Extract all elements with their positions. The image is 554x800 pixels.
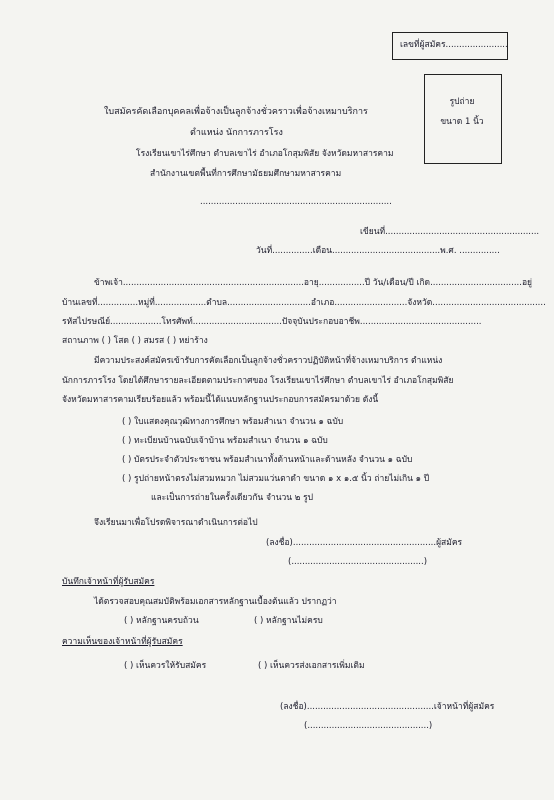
closing-line: จึงเรียนมาเพื่อโปรดพิจารณาดำเนินการต่อไป xyxy=(94,518,258,528)
applicant-signature-line: (ลงชื่อ).....................................................ผู้สมัคร xyxy=(266,538,463,548)
document-item: ( ) บัตรประจำตัวประชาชน พร้อมสำเนาทั้งด้านหน้าและด้านหลัง จำนวน ๑ ฉบับ xyxy=(122,455,413,465)
document-item: ( ) ทะเบียนบ้านฉบับเจ้าบ้าน พร้อมสำเนา จำนวน ๑ ฉบับ xyxy=(122,436,328,446)
applicant-number: เลขที่ผู้สมัคร....................... xyxy=(400,40,508,50)
address-row: บ้านเลขที่...............หมู่ที่...................ตำบล...............................อำเภอ...........................จังหวัด.......................................... xyxy=(62,298,546,308)
school-line: โรงเรียนเขาไร่ศึกษา ตำบลเขาไร่ อำเภอโกสุมพิสัย จังหวัดมหาสารคาม xyxy=(136,149,394,159)
officer-name-line: (.............................................) xyxy=(304,721,433,731)
written-at: เขียนที่......................................................... xyxy=(360,227,540,237)
photo-label: รูปถ่าย xyxy=(449,97,475,107)
intent-line-3: จังหวัดมหาสารคามเรียบร้อยแล้ว พร้อมนี้ได้แนบหลักฐานประกอบการสมัครมาด้วย ดังนี้ xyxy=(62,395,379,405)
officer-signature-line: (ลงชื่อ)...............................................เจ้าหน้าที่ผู้สมัคร xyxy=(280,702,495,712)
area-office-line: สำนักงานเขตพื้นที่การศึกษามัธยมศึกษามหาสารคาม xyxy=(150,169,342,179)
applicant-name-line: (.................................................) xyxy=(288,557,428,567)
officer-note-title: บันทึกเจ้าหน้าที่ผู้รับสมัคร xyxy=(62,577,155,587)
postcode-row: รหัสไปรษณีย์...................โทรศัพท์.................................ปัจจุบันประกอบอาชีพ............................................. xyxy=(62,317,482,327)
position-title: ตำแหน่ง นักการภารโรง xyxy=(190,128,283,138)
intent-line-2: นักการภารโรง โดยได้ศึกษารายละเอียดตามประกาศของ โรงเรียนเขาไร่ศึกษา ตำบลเขาไร่ อำเภอโกสุมพิสัย xyxy=(62,376,454,386)
accept-option: ( ) เห็นควรให้รับสมัคร xyxy=(124,661,207,671)
document-item: ( ) รูปถ่ายหน้าตรงไม่สวมหมวก ไม่สวมแว่นตาดำ ขนาด ๑ x ๑.๕ นิ้ว ถ่ายไม่เกิน ๑ ปี xyxy=(122,474,430,484)
marital-status-row: สถานภาพ ( ) โสด ( ) สมรส ( ) หย่าร้าง xyxy=(62,336,208,346)
photo-size-label: ขนาด 1 นิ้ว xyxy=(440,117,484,127)
evidence-incomplete-option: ( ) หลักฐานไม่ครบ xyxy=(254,616,323,626)
document-item-continuation: และเป็นการถ่ายในครั้งเดียวกัน จำนวน ๒ รูป xyxy=(151,493,314,503)
form-title: ใบสมัครคัดเลือกบุคคลเพื่อจ้างเป็นลูกจ้างชั่วคราวเพื่อจ้างเหมาบริการ xyxy=(104,107,368,117)
document-item: ( ) ใบแสดงคุณวุฒิทางการศึกษา พร้อมสำเนา จำนวน ๑ ฉบับ xyxy=(122,417,344,427)
opinion-title: ความเห็นของเจ้าหน้าที่ผู้รับสมัคร xyxy=(62,637,183,647)
name-age-row: ข้าพเจ้า...................................................................อายุ.................ปี วัน/เดือน/ปี เกิด..................................อยู่ xyxy=(94,278,533,288)
header-dotted-line: ....................................................................... xyxy=(200,197,392,207)
more-documents-option: ( ) เห็นควรส่งเอกสารเพิ่มเติม xyxy=(258,661,365,671)
officer-note-text: ได้ตรวจสอบคุณสมบัติพร้อมเอกสารหลักฐานเบื้องต้นแล้ว ปรากฏว่า xyxy=(94,597,337,607)
evidence-complete-option: ( ) หลักฐานครบถ้วน xyxy=(124,616,199,626)
intent-line-1: มีความประสงค์สมัครเข้ารับการคัดเลือกเป็นลูกจ้างชั่วคราวปฏิบัติหน้าที่จ้างเหมาบริการ ตำแหน่ง xyxy=(94,356,443,366)
date-line: วันที่...............เดือน........................................พ.ศ. ............... xyxy=(256,246,500,256)
